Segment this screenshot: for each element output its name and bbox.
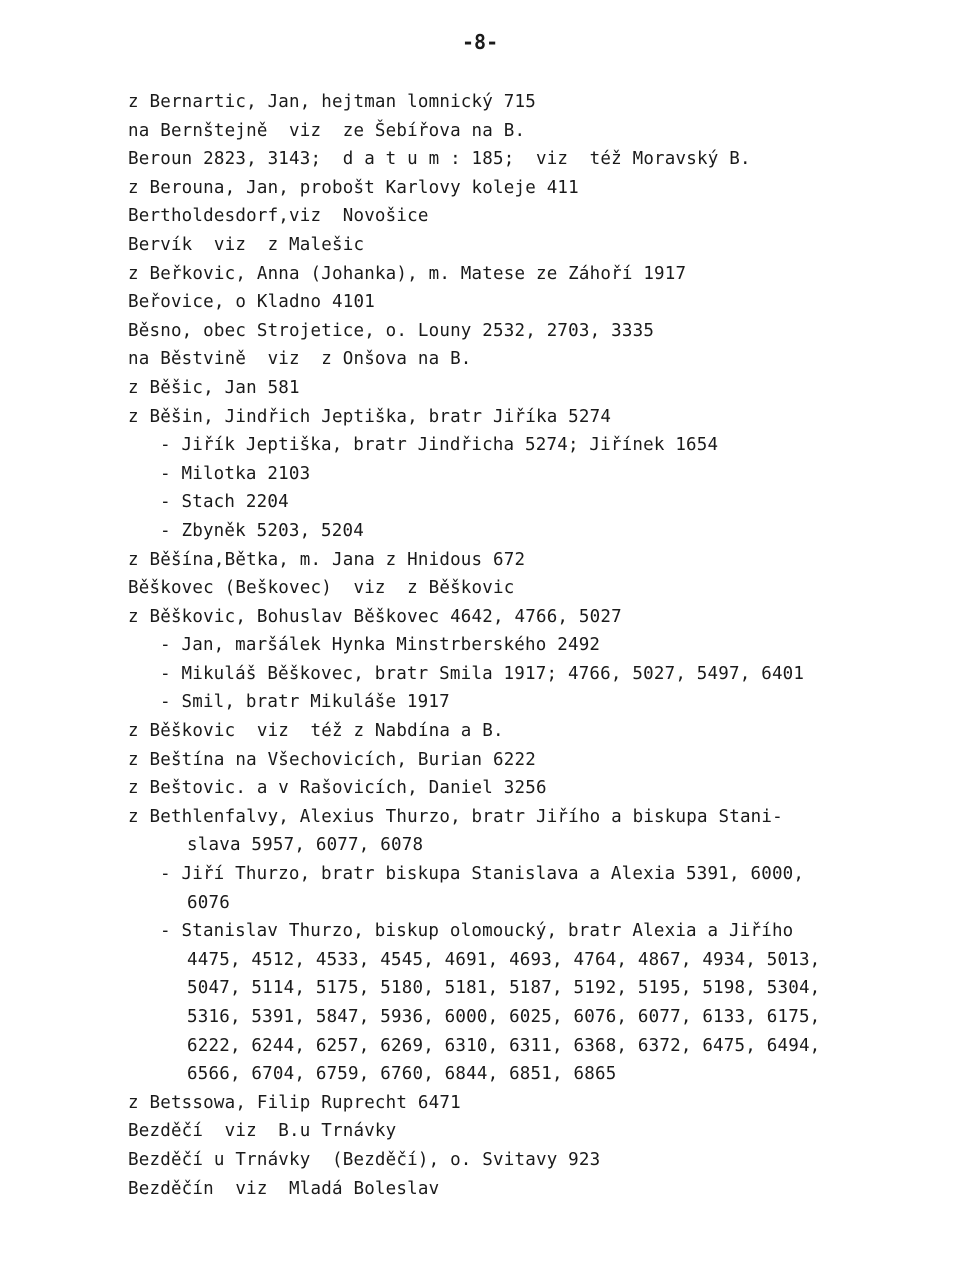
index-subentry: - Jiřík Jeptiška, bratr Jindřicha 5274; Jiřínek 1654: [160, 435, 719, 456]
index-entry-continuation: 6566, 6704, 6759, 6760, 6844, 6851, 6865: [187, 1064, 617, 1085]
index-entry: Beřovice, o Kladno 4101: [128, 292, 375, 313]
index-subentry: - Jiří Thurzo, bratr biskupa Stanislava a Alexia 5391, 6000,: [160, 864, 805, 885]
index-entry: z Bethlenfalvy, Alexius Thurzo, bratr Jiřího a biskupa Stani-: [128, 806, 783, 827]
index-entry: Beroun 2823, 3143; d a t u m : 185; viz též Moravský B.: [128, 149, 751, 170]
index-entries: [128, 88, 928, 1203]
index-entry: z Berouna, Jan, probošt Karlovy koleje 411: [128, 177, 579, 198]
index-entry-continuation: 5316, 5391, 5847, 5936, 6000, 6025, 6076, 6077, 6133, 6175,: [187, 1007, 821, 1027]
index-entry: Bervík viz z Malešic: [128, 234, 365, 255]
index-entry: z Běšin, Jindřich Jeptiška, bratr Jiříka 5274: [128, 406, 612, 427]
index-entry: Bezděčín viz Mladá Boleslav: [128, 1178, 440, 1199]
index-subentry: - Zbyněk 5203, 5204: [160, 520, 364, 541]
index-entry: z Beštovic. a v Rašovicích, Daniel 3256: [128, 778, 547, 799]
index-entry: z Beřkovic, Anna (Johanka), m. Matese ze Záhoří 1917: [128, 263, 687, 284]
index-entry-continuation: slava 5957, 6077, 6078: [187, 835, 424, 856]
index-subentry: - Smil, bratr Mikuláše 1917: [160, 692, 450, 713]
index-entry: z Bernartic, Jan, hejtman lomnický 715: [128, 92, 536, 112]
index-entry: Bezděčí viz B.u Trnávky: [128, 1121, 397, 1142]
index-entry: Běškovec (Beškovec) viz z Běškovic: [128, 578, 515, 599]
index-entry-continuation: 6076: [187, 892, 230, 913]
index-subentry: - Milotka 2103: [160, 463, 311, 484]
page-number: -8-: [462, 30, 499, 54]
index-subentry: - Jan, maršálek Hynka Minstrberského 2492: [160, 635, 601, 656]
index-entry: na Bernštejně viz ze Šebířova na B.: [128, 120, 526, 141]
index-subentry: - Stach 2204: [160, 492, 289, 513]
index-entry: z Běšic, Jan 581: [128, 377, 300, 398]
index-entry: z Běšína,Bětka, m. Jana z Hnidous 672: [128, 549, 526, 570]
index-entry: z Běškovic, Bohuslav Běškovec 4642, 4766, 5027: [128, 606, 622, 627]
index-entry: z Betssowa, Filip Ruprecht 6471: [128, 1092, 461, 1113]
index-subentry: - Stanislav Thurzo, biskup olomoucký, bratr Alexia a Jiřího: [160, 921, 794, 942]
index-entry-continuation: 4475, 4512, 4533, 4545, 4691, 4693, 4764, 4867, 4934, 5013,: [187, 949, 821, 970]
index-entry: Běsno, obec Strojetice, o. Louny 2532, 2703, 3335: [128, 320, 655, 341]
index-entry: Bertholdesdorf,viz Novošice: [128, 206, 429, 227]
index-entry-continuation: 5047, 5114, 5175, 5180, 5181, 5187, 5192, 5195, 5198, 5304,: [187, 978, 821, 999]
index-entry-continuation: 6222, 6244, 6257, 6269, 6310, 6311, 6368, 6372, 6475, 6494,: [187, 1035, 821, 1056]
index-entry: Bezděčí u Trnávky (Bezděčí), o. Svitavy 923: [128, 1149, 601, 1170]
index-entry: z Beštína na Všechovicích, Burian 6222: [128, 749, 536, 770]
index-subentry: - Mikuláš Běškovec, bratr Smila 1917; 4766, 5027, 5497, 6401: [160, 663, 805, 684]
index-entry: na Běstvině viz z Onšova na B.: [128, 349, 472, 370]
index-entry: z Běškovic viz též z Nabdína a B.: [128, 721, 504, 742]
